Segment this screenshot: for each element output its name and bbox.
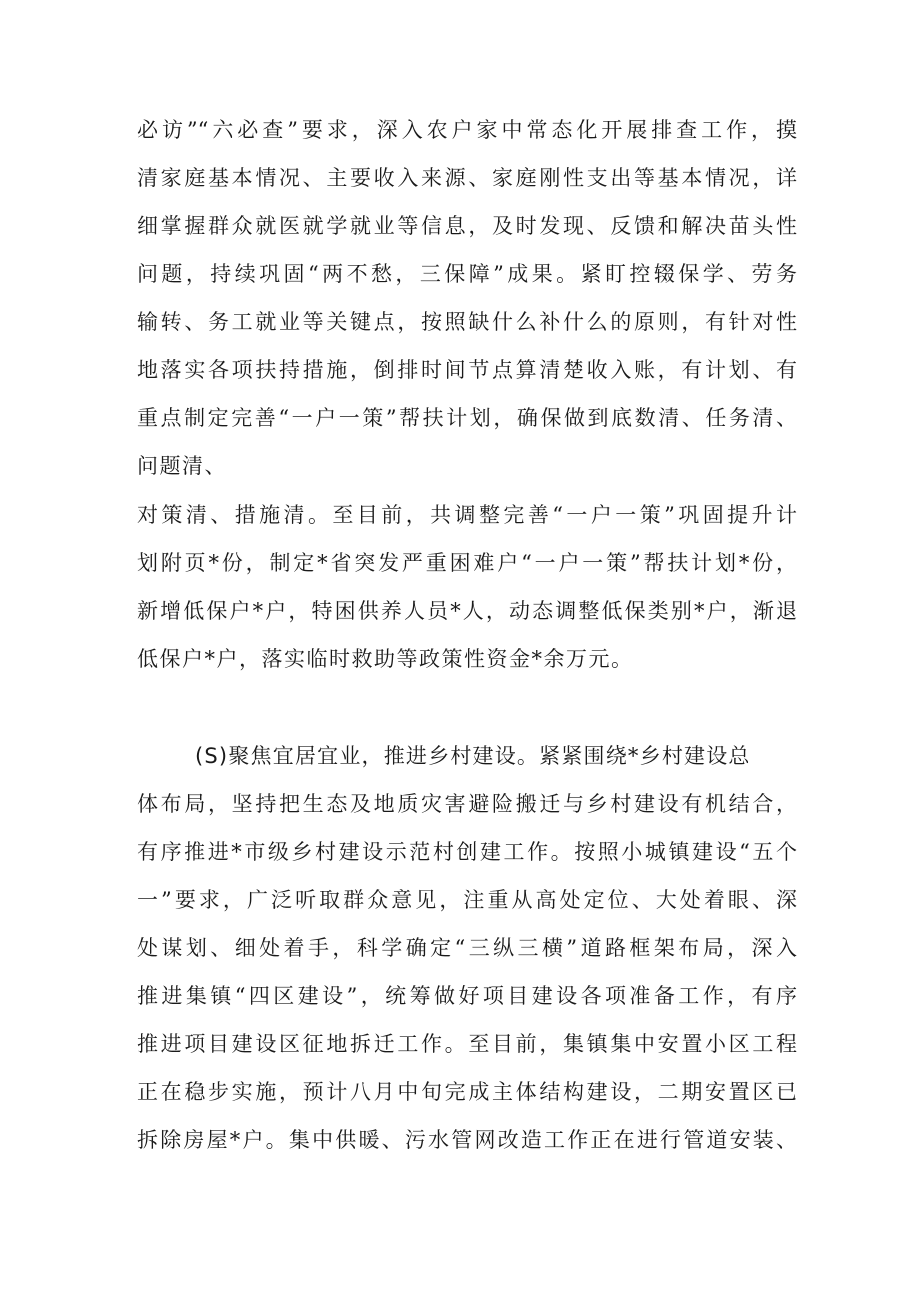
paragraph-2-line-1: 聚焦宜居宜业，推进乡村建设。紧紧围绕*乡村建设总 — [228, 744, 751, 768]
paragraph-1-line-9: 对策清、措施清。至目前，共调整完善“一户一策”巩固提升计 — [137, 503, 797, 527]
paragraph-2-line-7: 推进项目建设区征地拆迁工作。至目前，集镇集中安置小区工程 — [137, 1032, 797, 1056]
paragraph-2-line-9: 拆除房屋*户。集中供暖、污水管网改造工作正在进行管道安装、 — [137, 1128, 797, 1152]
paragraph-1-line-3: 细掌握群众就医就学就业等信息，及时发现、反馈和解决苗头性 — [137, 214, 797, 238]
paragraph-2-first-line — [195, 738, 751, 774]
paragraph-1-line-12: 低保户*户，落实临时救助等政策性资金*余万元。 — [137, 647, 634, 671]
paragraph-1-line-5: 输转、务工就业等关键点，按照缺什么补什么的原则，有针对性 — [137, 310, 797, 334]
paragraph-2-line-8: 正在稳步实施，预计八月中旬完成主体结构建设，二期安置区已 — [137, 1080, 797, 1104]
paragraph-1-line-6: 地落实各项扶持措施，倒排时间节点算清楚收入账，有计划、有 — [137, 358, 797, 382]
paragraph-2-line-3: 有序推进*市级乡村建设示范村创建工作。按照小城镇建设“五个 — [137, 840, 797, 864]
paragraph-2-line-5: 处谋划、细处着手，科学确定“三纵三横”道路框架布局，深入 — [137, 936, 797, 960]
paragraph-2-line-2: 体布局，坚持把生态及地质灾害避险搬迁与乡村建设有机结合， — [137, 792, 797, 816]
paragraph-1-line-2: 清家庭基本情况、主要收入来源、家庭刚性支出等基本情况，详 — [137, 166, 797, 190]
paragraph-1-line-4: 问题，持续巩固“两不愁，三保障”成果。紧盯控辍保学、劳务 — [137, 262, 797, 286]
section-marker: (S) — [195, 744, 229, 768]
paragraph-2-line-6: 推进集镇“四区建设”，统筹做好项目建设各项准备工作，有序 — [137, 984, 797, 1008]
paragraph-1-line-10: 划附页*份，制定*省突发严重困难户“一户一策”帮扶计划*份， — [137, 551, 797, 575]
paragraph-1-line-7: 重点制定完善“一户一策”帮扶计划，确保做到底数清、任务清、 — [137, 406, 797, 430]
paragraph-1-line-11: 新增低保户*户，特困供养人员*人，动态调整低保类别*户，渐退 — [137, 599, 797, 623]
paragraph-2-line-4: 一”要求，广泛听取群众意见，注重从高处定位、大处着眼、深 — [137, 888, 797, 912]
paragraph-1-line-1: 必访”“六必查”要求，深入农户家中常态化开展排查工作，摸 — [137, 118, 797, 142]
paragraph-1-line-8: 问题清、 — [137, 454, 227, 478]
